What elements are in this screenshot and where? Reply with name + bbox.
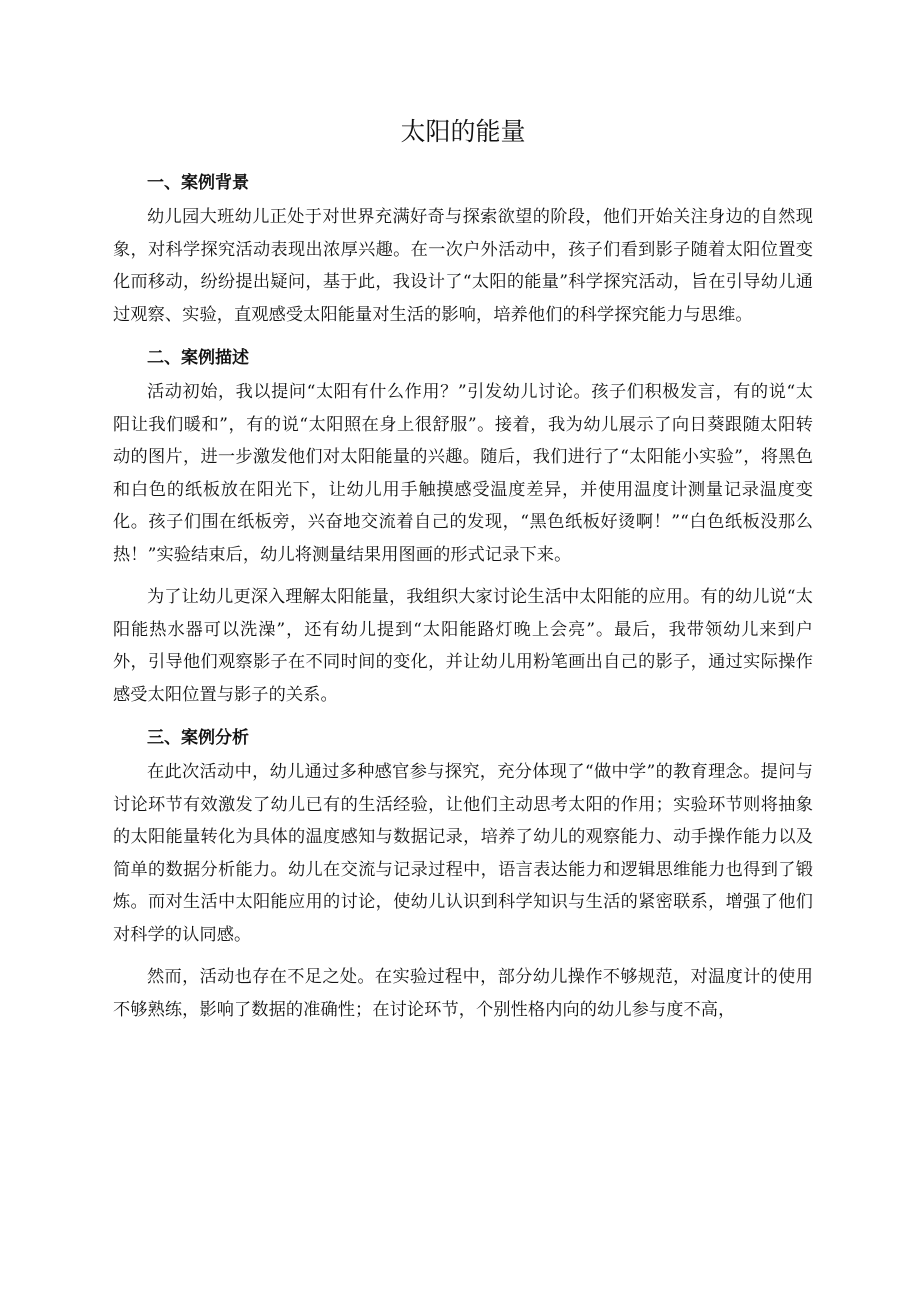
paragraph: 在此次活动中，幼儿通过多种感官参与探究，充分体现了“做中学”的教育理念。提问与讨论环节有效激发了幼儿已有的生活经验，让他们主动思考太阳的作用；实验环节则将抽象的太阳能量转化为具体的温度感知与数据记录，培养了幼儿的观察能力、动手操作能力以及简单的数据分析能力。幼儿在交流与记录过程中，语言表达能力和逻辑思维能力也得到了锻炼。而对生活中太阳能应用的讨论，使幼儿认识到科学知识与生活的紧密联系，增强了他们对科学的认同感。 xyxy=(113,762,813,945)
paragraph: 为了让幼儿更深入理解太阳能量，我组织大家讨论生活中太阳能的应用。有的幼儿说“太阳能热水器可以洗澡”，还有幼儿提到“太阳能路灯晚上会亮”。最后，我带领幼儿来到户外，引导他们观察影子在不同时间的变化，并让幼儿用粉笔画出自己的影子，通过实际操作感受太阳位置与影子的关系。 xyxy=(113,587,813,705)
document-title: 太阳的能量 xyxy=(400,117,526,146)
section-analysis xyxy=(113,721,813,1026)
paragraph: 然而，活动也存在不足之处。在实验过程中，部分幼儿操作不够规范，对温度计的使用不够熟练，影响了数据的准确性；在讨论环节，个别性格内向的幼儿参与度不高， xyxy=(113,967,813,1020)
paragraph: 活动初始，我以提问“太阳有什么作用？”引发幼儿讨论。孩子们积极发言，有的说“太阳让我们暖和”，有的说“太阳照在身上很舒服”。接着，我为幼儿展示了向日葵跟随太阳转动的图片，进一步激发他们对太阳能量的兴趣。随后，我们进行了“太阳能小实验”，将黑色和白色的纸板放在阳光下，让幼儿用手触摸感受温度差异，并使用温度计测量记录温度变化。孩子们围在纸板旁，兴奋地交流着自己的发现，“黑色纸板好烫啊！”“白色纸板没那么热！”实验结束后，幼儿将测量结果用图画的形式记录下来。 xyxy=(113,382,813,565)
section-heading: 二、案例描述 xyxy=(147,348,249,368)
section-background xyxy=(113,166,813,331)
paragraph: 幼儿园大班幼儿正处于对世界充满好奇与探索欲望的阶段，他们开始关注身边的自然现象，对科学探究活动表现出浓厚兴趣。在一次户外活动中，孩子们看到影子随着太阳位置变化而移动，纷纷提出疑问，基于此，我设计了“太阳的能量”科学探究活动，旨在引导幼儿通过观察、实验，直观感受太阳能量对生活的影响，培养他们的科学探究能力与思维。 xyxy=(113,207,813,325)
document-page xyxy=(113,110,813,1026)
section-heading: 三、案例分析 xyxy=(147,728,249,748)
section-heading: 一、案例背景 xyxy=(147,173,249,193)
section-description xyxy=(113,341,813,711)
